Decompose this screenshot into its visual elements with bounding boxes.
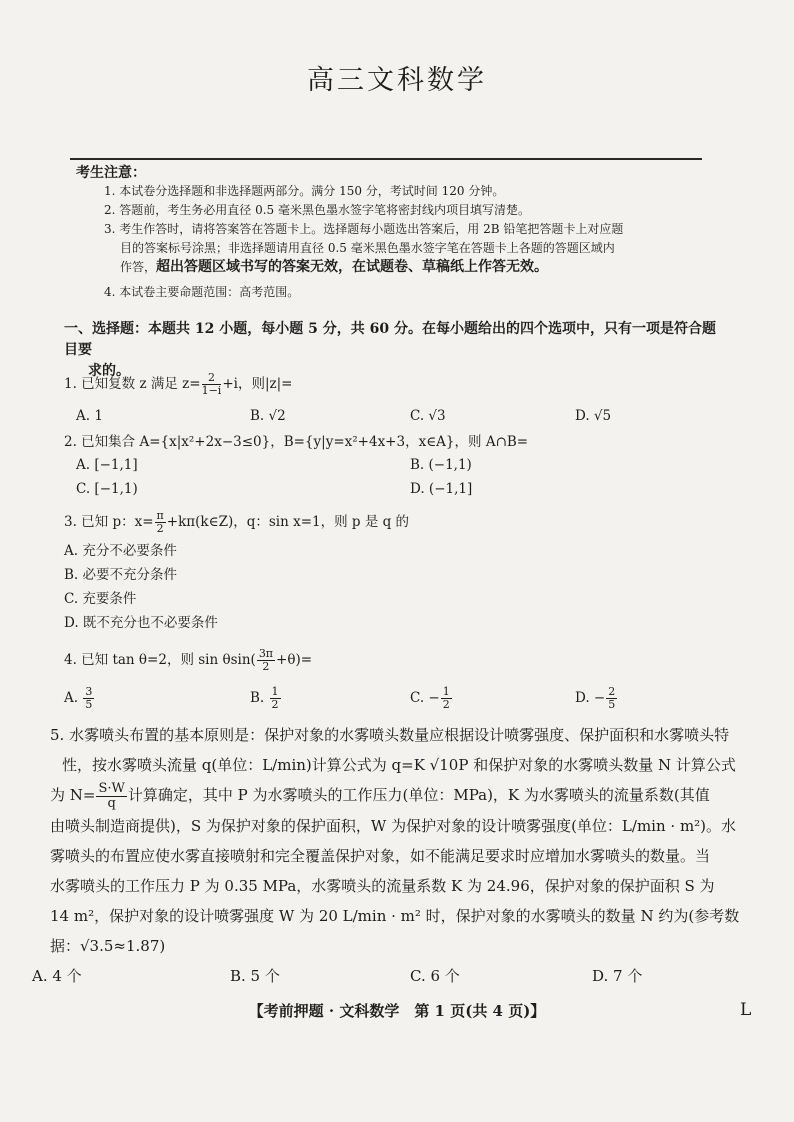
q5-line-2: 性，按水雾喷头流量 q(单位：L/min)计算公式为 q=K √10P 和保护对象的水雾喷头数量 N 计算公式: [62, 756, 736, 774]
q5-line-7: 14 m²，保护对象的设计喷雾强度 W 为 20 L/min · m² 时，保护对象的水雾喷头的数量 N 约为(参考数: [50, 906, 740, 925]
q1-stem-b: +i，则|z|=: [222, 376, 293, 392]
q1-fraction: [202, 372, 222, 397]
section-heading-line1: 一、选择题：本题共 12 小题，每小题 5 分，共 60 分。在每小题给出的四个选项中，只有一项是符合题目要: [64, 321, 716, 358]
question-4-stem: [64, 648, 312, 673]
q5-line-8: 据：√3.5≈1.87): [50, 936, 166, 955]
q3-option-a: A. 充分不必要条件: [64, 543, 177, 559]
q4-option-d-prefix: D. −: [575, 690, 606, 706]
question-1-stem: [64, 372, 292, 397]
section-heading-line2: 求的。: [88, 363, 130, 379]
q4-a-num: 3: [85, 685, 93, 698]
q4-option-a: [64, 686, 95, 711]
notice-item-3: 3. 考生作答时，请将答案答在答题卡上。选择题每小题选出答案后，用 2B 铅笔把答题卡上对应题: [104, 222, 624, 236]
q3-option-c: C. 充要条件: [64, 591, 137, 607]
q4-fraction: [257, 648, 275, 673]
q5-line-4: 由喷头制造商提供)，S 为保护对象的保护面积，W 为保护对象的设计喷雾强度(单位：L/min · m²)。水: [50, 816, 737, 835]
corner-mark: L: [740, 1000, 752, 1020]
q5-line-6: 水雾喷头的工作压力 P 为 0.35 MPa，水雾喷头的流量系数 K 为 24.96，保护对象的保护面积 S 为: [50, 876, 715, 895]
q3-stem-a: 3. 已知 p：x=: [64, 514, 154, 530]
q4-b-num: 1: [271, 685, 279, 698]
q3-frac-den: 2: [156, 522, 164, 535]
q3-stem-b: +kπ(k∈Z)，q：sin x=1，则 p 是 q 的: [166, 514, 410, 530]
header-divider: [70, 158, 702, 160]
notice-item-4: 4. 本试卷主要命题范围：高考范围。: [104, 285, 300, 299]
q5-line-1: 5. 水雾喷头布置的基本原则是：保护对象的水雾喷头数量应根据设计喷雾强度、保护面积和水雾喷头特: [50, 726, 730, 744]
q4-stem-b: +θ)=: [276, 652, 313, 668]
notice-item-3-tail: 作答，: [120, 260, 157, 274]
question-3-stem: [64, 510, 409, 535]
q5-frac-num: S·W: [98, 780, 125, 796]
q5-line-3-b: 计算确定，其中 P 为水雾喷头的工作压力(单位：MPa)，K 为水雾喷头的流量系数(其值: [127, 786, 710, 804]
q1-stem-a: 1. 已知复数 z 满足 z=: [64, 376, 201, 392]
q4-c-den: 2: [442, 698, 450, 711]
q1-option-b: B. √2: [250, 408, 286, 424]
q4-option-c: [410, 686, 453, 711]
q3-option-b: B. 必要不充分条件: [64, 567, 178, 583]
q4-d-den: 5: [608, 698, 616, 711]
q4-option-c-frac: [441, 686, 452, 711]
q1-option-a: A. 1: [76, 408, 103, 424]
q2-option-b: B. (−1,1): [410, 457, 472, 473]
q4-c-num: 1: [442, 685, 450, 698]
q4-stem-a: 4. 已知 tan θ=2，则 sin θsin(: [64, 652, 256, 668]
notice-heading: 考生注意：: [76, 165, 146, 181]
q4-a-den: 5: [85, 698, 93, 711]
q4-d-num: 2: [608, 685, 616, 698]
question-5: [50, 720, 740, 961]
q2-option-c: C. [−1,1): [76, 481, 138, 497]
notice-item-2: 2. 答题前，考生务必用直径 0.5 毫米黑色墨水签字笔将密封线内项目填写清楚。: [104, 203, 530, 217]
q1-frac-den: 1−i: [201, 384, 222, 397]
notice-bold-warning: 超出答题区域书写的答案无效，在试题卷、草稿纸上作答无效。: [156, 259, 549, 275]
q1-option-c: C. √3: [410, 408, 446, 424]
q3-option-d: D. 既不充分也不必要条件: [64, 615, 218, 631]
q5-option-a: A. 4 个: [32, 967, 82, 985]
q5-option-d: D. 7 个: [592, 967, 643, 985]
page-title: 高三文科数学: [307, 65, 487, 96]
q4-option-d-frac: [606, 686, 617, 711]
q5-line-3: [50, 780, 740, 811]
q4-frac-den: 2: [262, 660, 270, 673]
q1-option-d: D. √5: [575, 408, 612, 424]
notice-item-3-cont: 目的答案标号涂黑；非选择题请用直径 0.5 毫米黑色墨水签字笔在答题卡上各题的答题区域内: [120, 241, 615, 255]
q4-option-b-frac: [270, 686, 281, 711]
q3-fraction: [155, 510, 166, 535]
q5-frac-den: q: [107, 795, 116, 811]
q4-option-a-frac: [83, 686, 94, 711]
q5-option-b: B. 5 个: [230, 967, 280, 985]
q1-frac-num: 2: [202, 372, 222, 385]
q4-b-den: 2: [271, 698, 279, 711]
q4-option-b: [250, 686, 282, 711]
q5-option-c: C. 6 个: [410, 967, 460, 985]
q4-frac-num: 3π: [258, 647, 274, 660]
q5-line-3-a: 为 N=: [50, 786, 96, 804]
q4-option-b-prefix: B.: [250, 690, 269, 706]
q4-option-d: [575, 686, 618, 711]
q4-option-a-prefix: A.: [64, 690, 83, 706]
q5-fraction: [96, 782, 126, 811]
q2-option-d: D. (−1,1]: [410, 481, 473, 497]
q4-option-c-prefix: C. −: [410, 690, 440, 706]
question-2-stem: 2. 已知集合 A={x|x²+2x−3≤0}，B={y|y=x²+4x+3，x∈A}，则 A∩B=: [64, 434, 529, 450]
q5-line-5: 雾喷头的布置应使水雾直接喷射和完全覆盖保护对象，如不能满足要求时应增加水雾喷头的数量。当: [50, 846, 711, 865]
page-footer: 【考前押题 · 文科数学 第 1 页(共 4 页)】: [248, 1002, 546, 1020]
q3-frac-num: π: [156, 509, 164, 522]
notice-item-3-end: [120, 258, 720, 277]
notice-item-1: 1. 本试卷分选择题和非选择题两部分。满分 150 分，考试时间 120 分钟。: [104, 184, 505, 198]
q2-option-a: A. [−1,1]: [76, 457, 138, 473]
